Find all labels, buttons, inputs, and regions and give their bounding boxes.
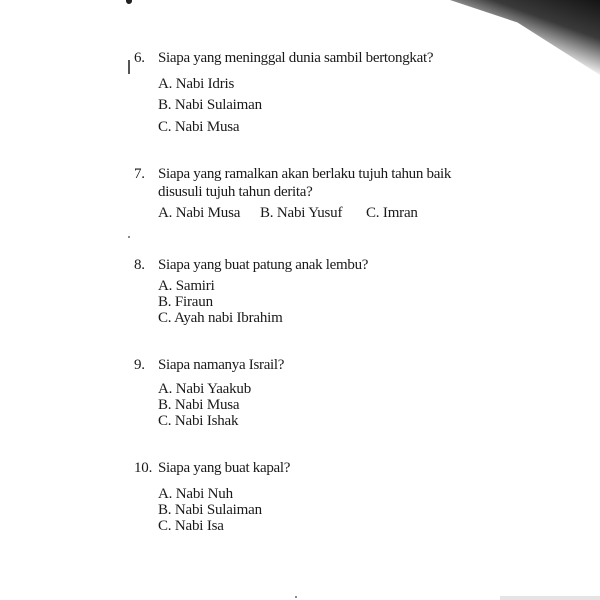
option-c: C. Ayah nabi Ibrahim	[158, 310, 283, 326]
option-b: B. Nabi Musa	[158, 397, 240, 413]
question-number: 6.	[134, 50, 145, 66]
question-text: Siapa yang ramalkan akan berlaku tujuh tahun baik disusuli tujuh tahun derita?	[158, 166, 452, 200]
question-number: 7.	[134, 166, 145, 182]
scan-edge	[500, 596, 600, 600]
question-text: Siapa yang buat patung anak lembu?	[158, 257, 369, 273]
scan-dot	[295, 596, 297, 598]
option-a: A. Nabi Idris	[158, 76, 235, 92]
question-number: 8.	[134, 257, 145, 273]
option-c: C. Nabi Ishak	[158, 413, 239, 429]
option-b: B. Firaun	[158, 294, 213, 310]
question-text: Siapa namanya Israil?	[158, 357, 285, 373]
scan-speck	[126, 0, 132, 4]
question-text: Siapa yang buat kapal?	[158, 460, 291, 476]
option-a: A. Nabi Yaakub	[158, 381, 252, 397]
option-a: A. Nabi Musa	[158, 205, 241, 221]
option-c: C. Nabi Musa	[158, 119, 240, 135]
option-b: B. Nabi Sulaiman	[158, 502, 262, 518]
question-number: 10.	[134, 460, 153, 476]
scan-dot	[128, 236, 130, 238]
question-text: Siapa yang meninggal dunia sambil bertongkat?	[158, 50, 434, 66]
option-c: C. Nabi Isa	[158, 518, 224, 534]
option-a: A. Nabi Nuh	[158, 486, 233, 502]
question-number: 9.	[134, 357, 145, 373]
margin-mark	[128, 60, 130, 74]
scan-corner-shadow	[450, 0, 600, 75]
option-a: A. Samiri	[158, 278, 215, 294]
option-b: B. Nabi Yusuf	[260, 205, 343, 221]
option-b: B. Nabi Sulaiman	[158, 97, 262, 113]
option-c: C. Imran	[366, 205, 418, 221]
